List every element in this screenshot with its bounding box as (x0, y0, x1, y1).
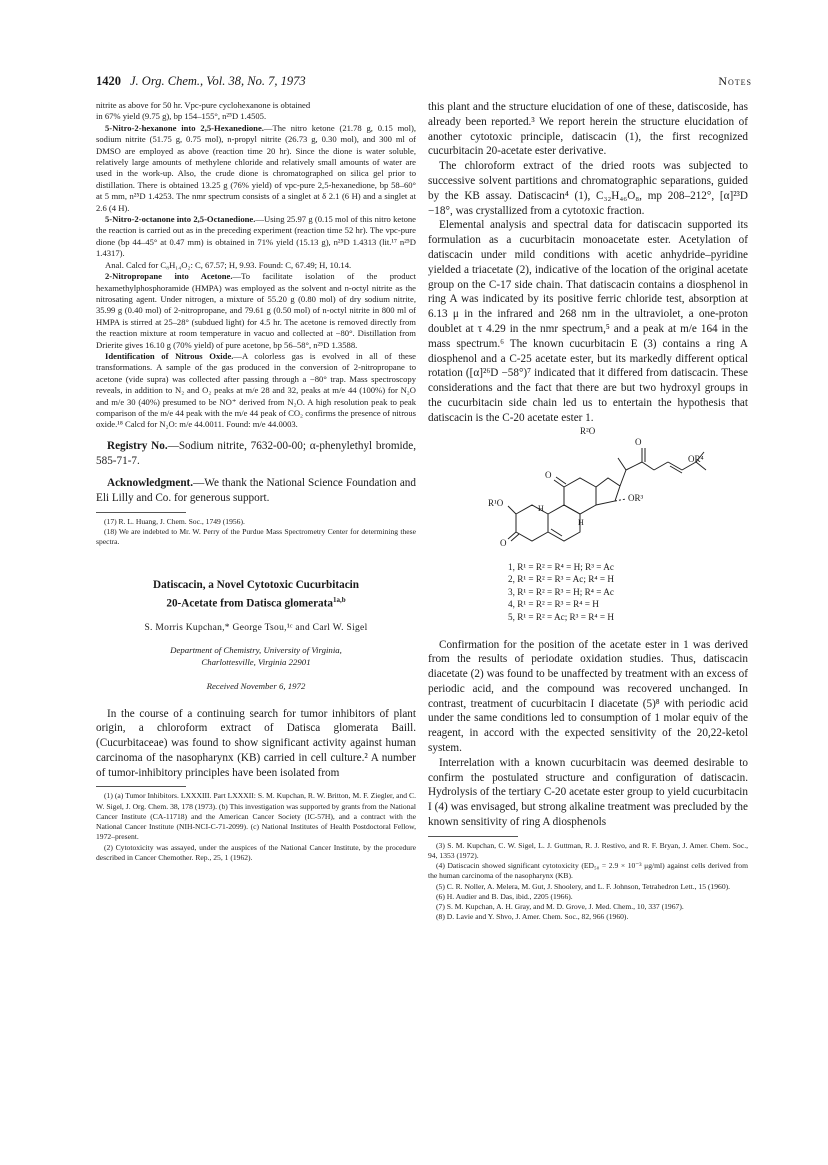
footnote-divider-3 (428, 836, 518, 837)
article-title-line1: Datiscacin, a Novel Cytotoxic Cucurbitacin (152, 578, 359, 591)
structure-drawing (428, 426, 748, 561)
discussion-top (428, 100, 748, 426)
footnote-1: (1) (a) Tumor Inhibitors. LXXXIII. Part LXXXII: S. M. Kupchan, R. W. Britton, M. F. Ziegler, and C. W. Sigel, J. Org. Chem. 38, 178 (1973). (b) This investigation was supported by grants from the National Cancer Institute (CA-11718) and the American Cancer Society (IC-57H), and a contract with the National Cancer Institute (NIH-NCI-C-71-2099). (c) National Institutes of Health Postdoctoral Fellow, 1972–present. (96, 791, 416, 842)
footnote-3: (3) S. M. Kupchan, C. W. Sigel, L. J. Guttman, R. J. Restivo, and R. F. Bryan, J. Amer. Chem. Soc., 94, 1353 (1972). (428, 840, 748, 861)
footnote-17: (17) R. L. Huang, J. Chem. Soc., 1749 (1956). (104, 516, 245, 526)
footnote-2: (2) Cytotoxicity was assayed, under the auspices of the National Cancer Institute, by the procedure described in Cancer Chemother. Rep., 25, 1 (1962). (96, 842, 416, 862)
discussion-bottom (428, 638, 748, 830)
compound-3: 3, R¹ = R² = R³ = H; R⁴ = Ac (508, 586, 614, 597)
intro-line: nitrite as above for 50 hr. Vpc-pure cyclohexanone is obtained in 67% yield (9.75 g), bp 154–155°, n²⁵D 1.4505. (96, 100, 311, 122)
label-o-sidechain: O (635, 436, 642, 447)
label-h1: H (538, 503, 544, 513)
registry-block (96, 439, 416, 506)
footnote-7: (7) S. M. Kupchan, A. H. Gray, and M. D. Grove, J. Med. Chem., 10, 337 (1967). (436, 902, 684, 912)
acknowledgment: Acknowledgment.—We thank the National Science Foundation and Eli Lilly and Co. for generous support. (96, 477, 416, 505)
label-h2: H (578, 517, 584, 527)
label-or4: OR⁴ (688, 453, 704, 464)
introduction (96, 707, 416, 781)
compound-2: 2, R¹ = R² = R³ = Ac; R⁴ = H (508, 574, 614, 585)
section-label: Notes (718, 74, 752, 88)
right-column (428, 100, 748, 922)
paragraph-1: this plant and the structure elucidation of one of these, datiscoside, has already been reported.³ We report herein the structure elucidation of another cytotoxic principle, datiscacin (1), the first recognized cucurbitacin 20-acetate ester derivative. (428, 101, 748, 158)
paragraph-hexanedione: 5-Nitro-2-hexanone into 2,5-Hexanedione.—The nitro ketone (21.78 g, 0.15 mol), sodium nitrite (51.75 g, 0.75 mol), n-propyl nitrite (26.73 g, 0.30 mol), and 300 ml of DMSO are employed as above (reaction time 20 hr). Since the dione is water soluble, relatively large amounts of methylene chloride and relatively small amounts of water are used in the work-up. Also, the crude dione is chromatographed on silica gel prior to distillation. There is obtained 13.25 g (76% yield) of vpc-pure 2,5-hexanedione, bp 58–60° at 5 mm, n²⁵D 1.4253. The nmr spectrum consists of a singlet at δ 2.1 (6 H) and a singlet at 2.6 (4 H). (96, 122, 416, 213)
received-date: Received November 6, 1972 (206, 680, 306, 691)
paragraph-5: Interrelation with a known cucurbitacin was deemed desirable to confirm the postulated structure and configuration of datiscacin. Hydrolysis of the tertiary C-20 acetate ester group to yield cucurbitacin I (4) was envisaged, but strong alkaline treatment was precluded by the known sensitivity of ring A diosphenols (428, 756, 748, 829)
compound-1: 1, R¹ = R² = R⁴ = H; R³ = Ac (508, 561, 614, 572)
authors: S. Morris Kupchan,* George Tsou,¹ᶜ and Carl W. Sigel (144, 623, 368, 634)
footnote-18: (18) We are indebted to Mr. W. Perry of the Purdue Mass Spectrometry Center for determining these spectra. (96, 527, 416, 547)
footnote-6: (6) H. Audier and B. Das, ibid., 2205 (1966). (436, 891, 573, 901)
compound-4: 4, R¹ = R² = R³ = R⁴ = H (508, 599, 599, 610)
footnote-4: (4) Datiscacin showed significant cytotoxicity (ED₅₀ = 2.9 × 10⁻³ μg/ml) against cells derived from the human carcinoma of the nasopharynx (KB). (428, 861, 748, 881)
affiliation-line1: Department of Chemistry, University of Virginia, (170, 645, 342, 656)
registry-numbers: Registry No.—Sodium nitrite, 7632-00-00; α-phenylethyl bromide, 585-71-7. (96, 439, 416, 467)
footnote-divider (96, 512, 186, 513)
cucurbitacin-structure (428, 426, 748, 561)
footnote-8: (8) D. Lavie and Y. Shvo, J. Amer. Chem. Soc., 82, 966 (1960). (436, 912, 629, 922)
article-heading (96, 578, 416, 691)
left-column (96, 100, 416, 863)
paragraph-analysis: Anal. Calcd for C₈H₁₄O₂: C, 67.57; H, 9.93. Found: C, 67.49; H, 10.14. (105, 259, 352, 270)
paragraph-4: Confirmation for the position of the acetate ester in 1 was derived from the results of periodate oxidation studies. Thus, datiscacin diacetate (2) was found to be unaffected by treatment with an excess of periodic acid, and the compound was recovered unchanged. In contrast, treatment of cucurbitacin I diacetate (5)⁸ with periodic acid under the same conditions led to consumption of 1 molar equiv of the reagent, in accord with the expected sensitivity of the 20,22-ketol system. (428, 638, 748, 755)
journal-citation: J. Org. Chem., Vol. 38, No. 7, 1973 (130, 74, 306, 88)
page-number: 1420 (96, 74, 121, 88)
affiliation-line2: Charlottesville, Virginia 22901 (201, 656, 311, 667)
footnotes-top (96, 517, 416, 548)
footnote-divider-2 (96, 786, 186, 787)
paragraph-nitrous-oxide: Identification of Nitrous Oxide.—A colorless gas is evolved in all of these transformations. A sample of the gas produced in the conversion of 2-nitropropane to acetone (vide supra) was collected after passing through a −80° trap. Mass spectroscopy reveals, in addition to N₂ and O₂ peaks at m/e 28 and 32, peaks at m/e 44 (100%) for N₂O and m/e 30 (40%) presumed to be NO⁺ derived from N₂O. A high resolution peak to peak comparison of the m/e 44 peak with the m/e 44 peak of CO₂ confirms the presence of nitrous oxide.¹⁸ Calcd for N₂O: m/e 44.0011. Found: m/e 44.0003. (96, 350, 416, 430)
running-header (96, 74, 752, 92)
experimental-section (96, 100, 416, 431)
compound-list (508, 561, 748, 624)
compound-5: 5, R¹ = R² = Ac; R³ = R⁴ = H (508, 611, 614, 622)
intro-paragraph: In the course of a continuing search for tumor inhibitors of plant origin, a chloroform extract of Datisca glomerata Baill. (Cucurbitaceae) was found to show significant activity against human carcinoma of the nasopharynx (KB) carried in cell culture.² A number of tumor-inhibitory principles have been isolated from (96, 707, 416, 779)
footnotes-right (428, 841, 748, 923)
footnotes-bottom-left (96, 791, 416, 862)
footnote-5: (5) C. R. Noller, A. Melera, M. Gut, J. Shoolery, and L. F. Johnson, Tetrahedron Lett., 15 (1960). (436, 881, 731, 891)
paragraph-acetone: 2-Nitropropane into Acetone.—To facilitate isolation of the product hexamethylphosphoramide (HMPA) was employed as the solvent and n-octyl nitrite as the nitrosating agent. Under nitrogen, a mixture of 55.20 g (0.80 mol) of dry sodium nitrite, 35.99 g (0.40 mol) of 2-nitropropane, and 79.61 g (0.50 mol) of n-octyl nitrite in 800 ml of HMPA is stirred at 25–28° (subdued light) for 4.5 hr. The acetone is removed directly from the reaction mixture at room temperature in vacuo and collected at −80°. Distillation from Drierite gives 16.10 g (70% yield) of pure acetone, bp 56–58°, n²⁵D 1.3588. (96, 271, 416, 350)
article-title-line2: 20-Acetate from Datisca glomerata$^{1a,b}$ (166, 595, 346, 610)
paragraph-octanedione: 5-Nitro-2-octanone into 2,5-Octanedione.—Using 25.97 g (0.15 mol of this nitro ketone the reaction is carried out as in the preceding experiment (reaction time 52 hr). The vpc-pure dione (bp 44–45° at 0.47 mm) is obtained in 71% yield (15.13 g), n²⁵D 1.4313 (lit.¹⁷ n²⁵D 1.4317). (96, 214, 416, 259)
paragraph-3: Elemental analysis and spectral data for datiscacin supported its formulation as a cucurbitacin monoacetate ester. Acetylation of datiscacin under mild conditions with acetic anhydride–pyridine yielded a triacetate (2), indicative of the location of the original acetate group on the C-17 side chain. That datiscacin contains a diosphenol in ring A was indicated by its positive ferric chloride test, absorption at 6.13 μ in the infrared and 268 nm in the ultraviolet, a one-proton doublet at τ 4.29 in the nmr spectrum,⁵ and a peak at m/e 164 in the mass spectrum.⁶ The known cucurbitacin E (3) contains a ring A diosphenol and a C-25 acetate ester, but its markedly different optical rotation ([α]²⁶D −58°)⁷ indicated that it differed from datiscacin. These considerations and the fact that there are but two hydroxyl groups in the cucurbitacin side chain led us to entertain the hypothesis that datiscacin is the C-20 acetate ester 1. (428, 219, 748, 424)
paragraph-2: The chloroform extract of the dried roots was subjected to successive solvent partitions and chromatographic separations, guided by the KB assay. Datiscacin⁴ (1), C₃₂H₄₆O₈, mp 208–212°, [α]²³D −18°, was crystallized from a cytotoxic fraction. (428, 160, 748, 217)
label-o-ketone: O (545, 469, 552, 480)
label-r1o: R¹O (488, 497, 504, 508)
label-or3: OR³ (628, 492, 644, 503)
label-o-ring-a: O (500, 537, 507, 548)
label-r2o: R²O (580, 425, 596, 436)
